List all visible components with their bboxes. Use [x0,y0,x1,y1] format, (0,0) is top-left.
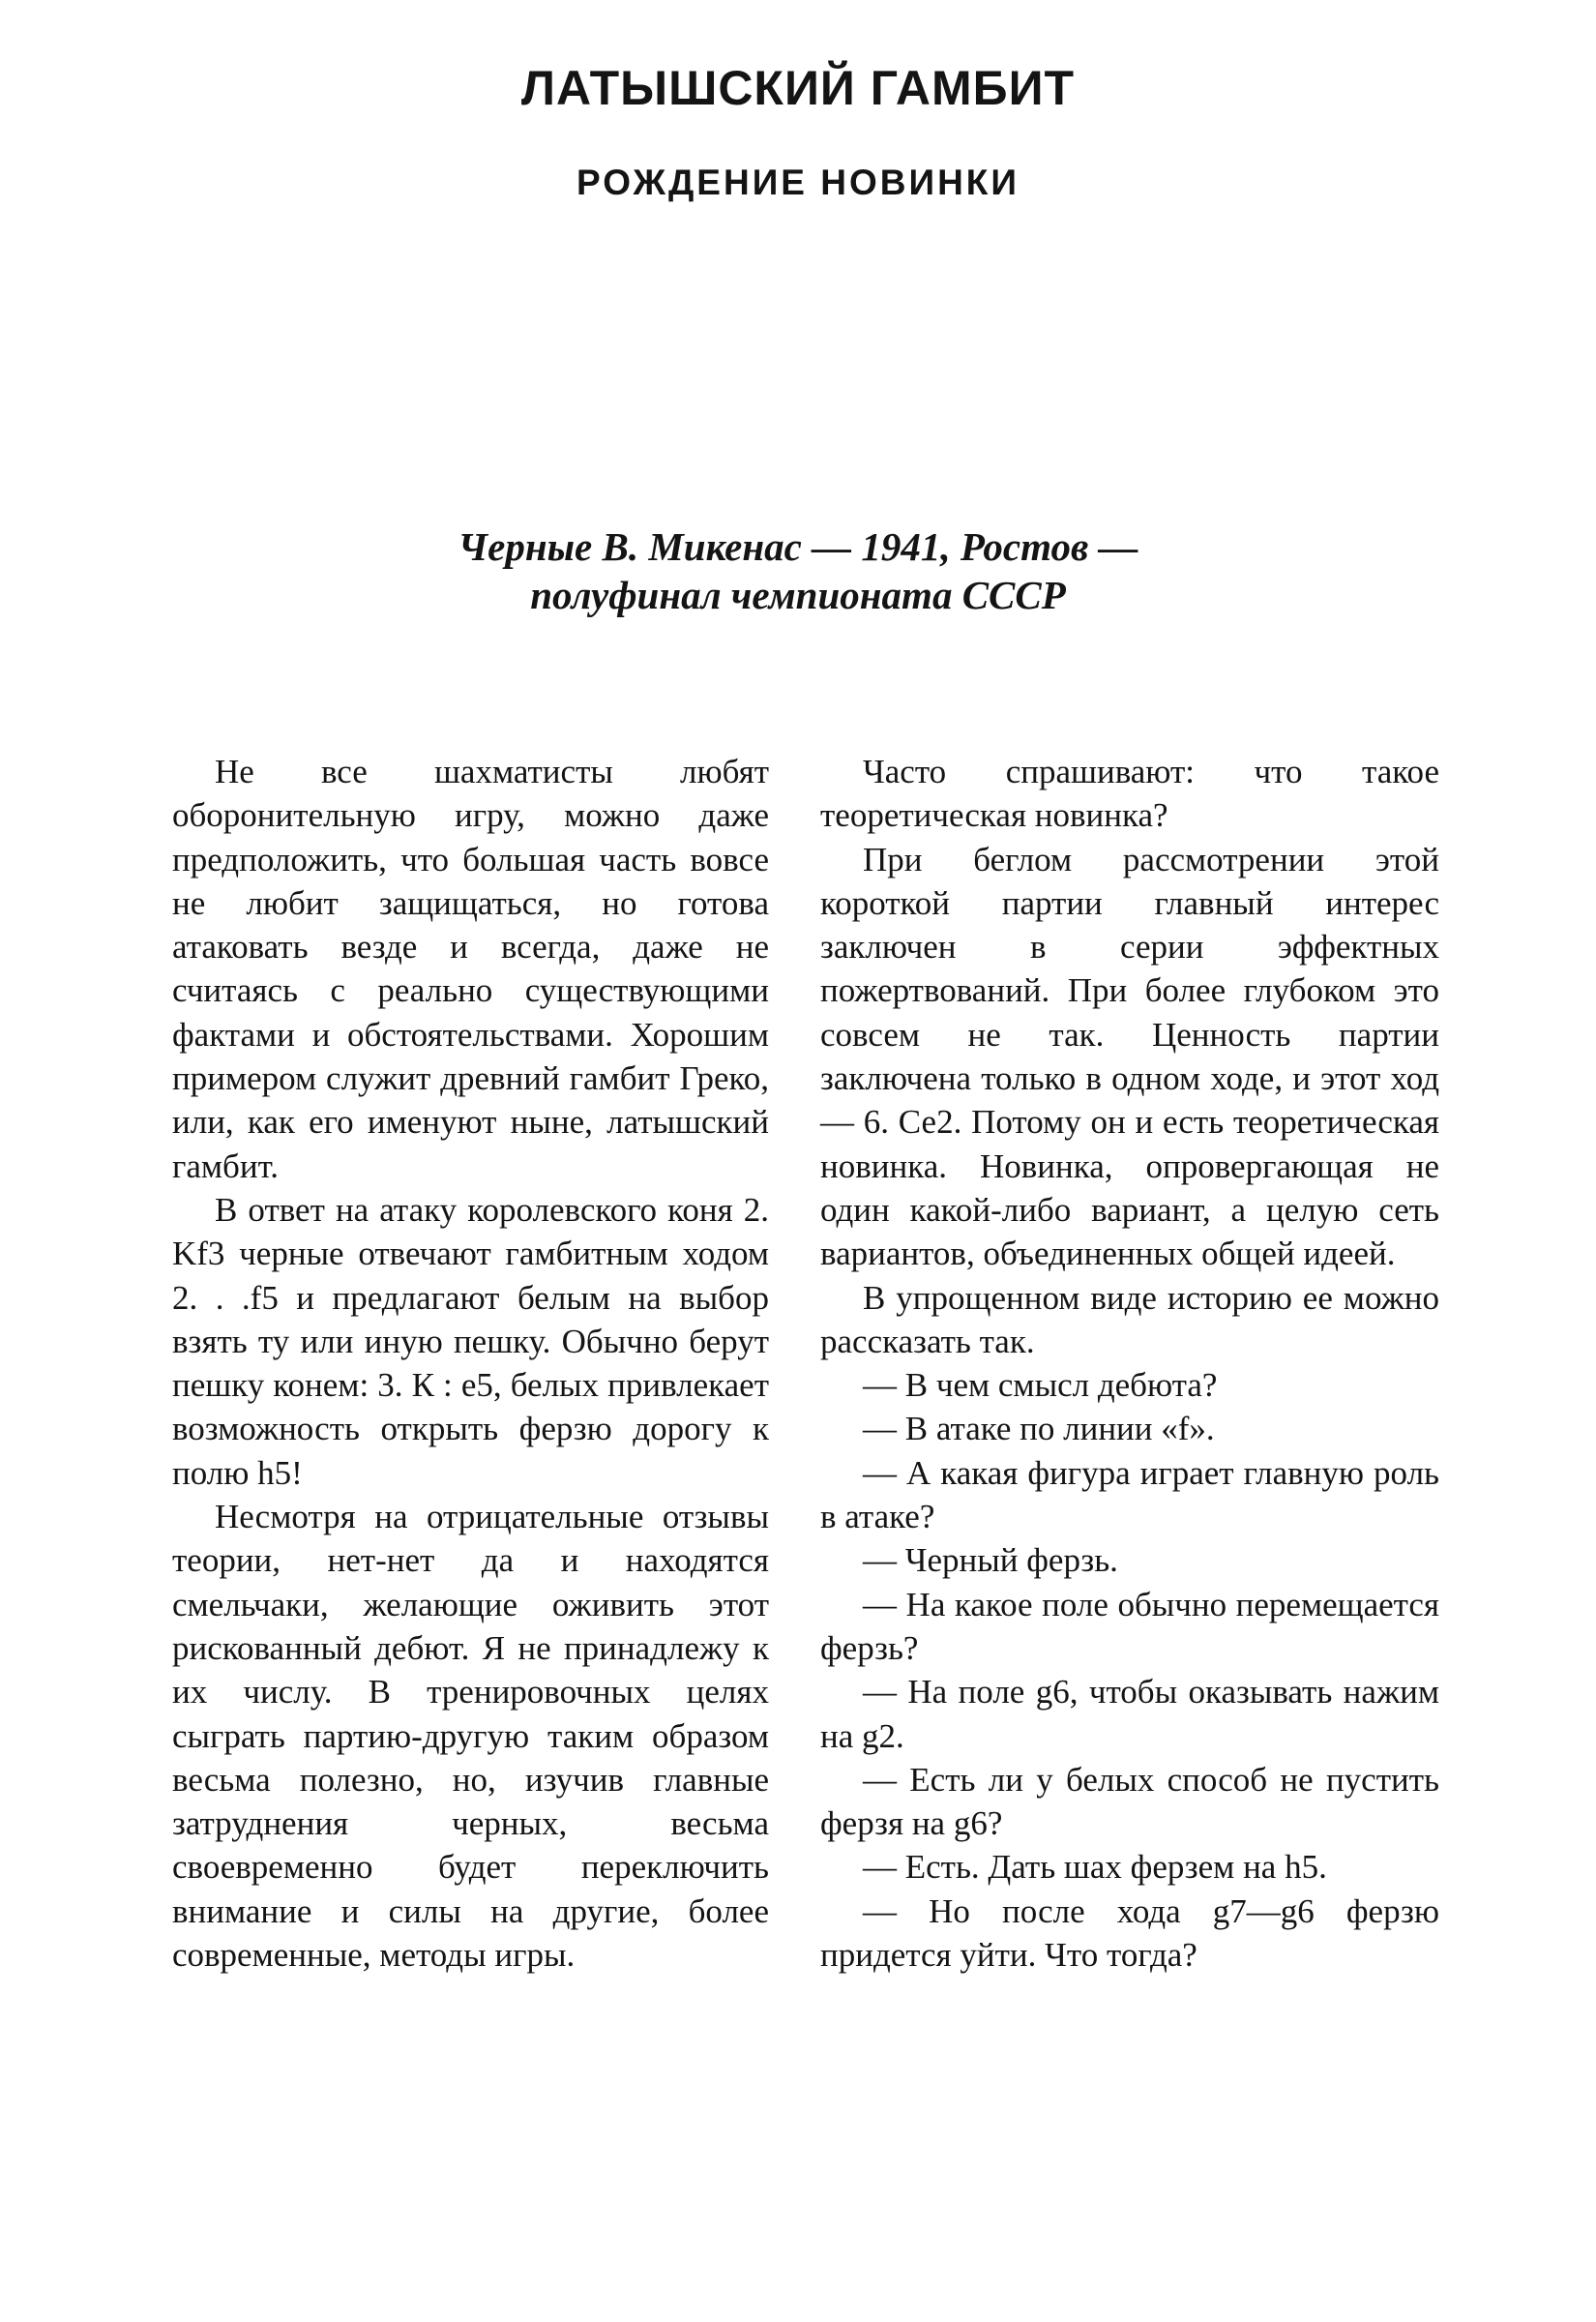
game-heading-line-2: полуфинал чемпионата СССР [530,573,1066,617]
dialogue-line: — На поле g6, чтобы оказывать нажим на g2. [820,1673,1439,1755]
dialogue-line: — Есть. Дать шах ферзем на h5. [863,1848,1327,1887]
dialogue-line: — Черный ферзь. [863,1541,1118,1580]
paragraph: Несмотря на отрицательные отзывы теории, нет-нет да и находятся смельчаки, желающие оживить этот рискованный дебют. Я не принадлежу к их числу. В тренировочных целях сыграть партию-другую таким образом весьма полезно, но, изучив главные затруднения черных, весьма своевременно будет переключить внимание и силы на другие, более современные, методы игры. [172,1498,769,1975]
dialogue-line: — В атаке по линии «f». [863,1410,1215,1448]
left-column [172,750,769,1977]
paragraph: В ответ на атаку королевского коня 2. Kf3 черные отвечают гамбитным ходом 2. . .f5 и предлагают белым на выбор взять ту или иную пешку. Обычно берут пешку конем: 3. К : е5, белых привлекает возможность открыть ферзю дорогу к полю h5! [172,1190,769,1492]
dialogue-line: — На какое поле обычно перемещается ферзь? [820,1585,1439,1667]
chapter-title: ЛАТЫШСКИЙ ГАМБИТ [520,61,1076,115]
chapter-subtitle: РОЖДЕНИЕ НОВИНКИ [576,163,1020,202]
dialogue-line: — А какая фигура играет главную роль в атаке? [820,1453,1439,1536]
game-heading-line-1: Черные В. Микенас — 1941, Ростов — [458,524,1138,569]
paragraph: При беглом рассмотрении этой короткой партии главный интерес заключен в серии эффектных пожертвований. При более глубоком это совсем не так. Ценность партии заключена только в одном ходе, и этот ход — 6. Се2. Потому он и есть теоретическая новинка. Новинка, опровергающая не один какой-либо вариант, а целую сеть вариантов, объединенных общей идеей. [820,840,1439,1273]
paragraph: Часто спрашивают: что такое теоретическая новинка? [820,753,1439,835]
dialogue-line: — Но после хода g7—g6 ферзю придется уйти. Что тогда? [820,1891,1439,1975]
paragraph: Не все шахматисты любят оборонительную игру, можно даже предположить, что большая часть вовсе не любит защищаться, но готова атаковать везде и всегда, даже не считаясь с реально существующими фактами и обстоятельствами. Хорошим примером служит древний гамбит Греко, или, как его именуют ныне, латышский гамбит. [172,753,769,1185]
paragraph: В упрощенном виде историю ее можно рассказать так. [820,1278,1439,1360]
game-heading [0,522,1596,619]
dialogue-line: — В чем смысл дебюта? [863,1366,1218,1405]
dialogue-line: — Есть ли у белых способ не пустить ферзя на g6? [820,1760,1439,1843]
right-column [820,750,1439,1977]
